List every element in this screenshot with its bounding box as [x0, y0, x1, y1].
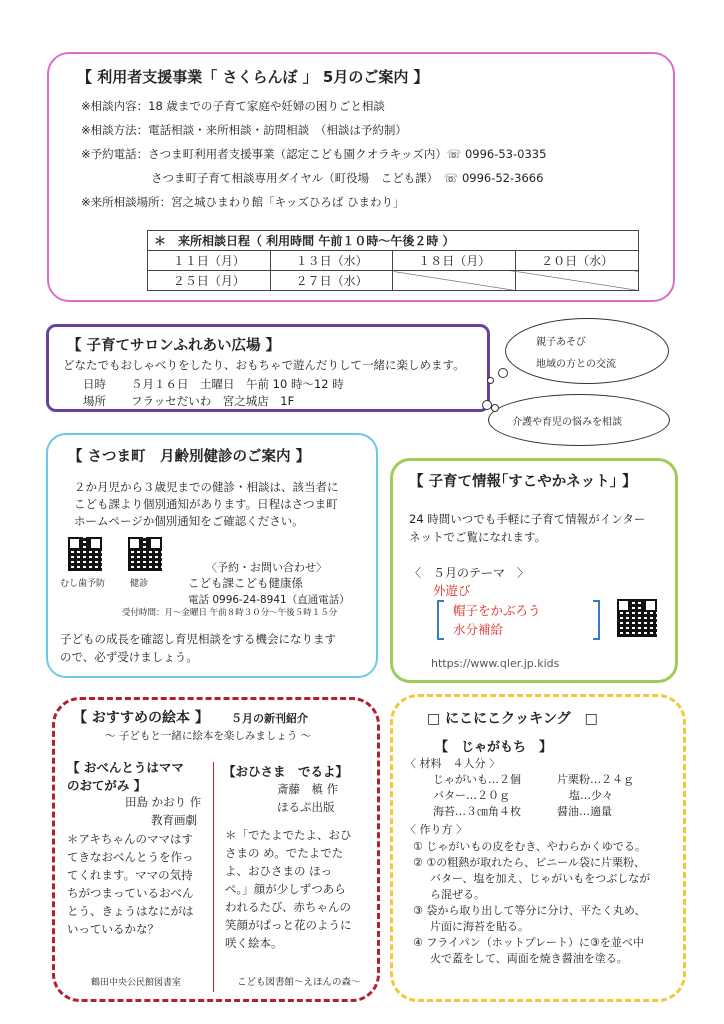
material: 塩…少々 [569, 789, 613, 802]
divider [213, 762, 214, 992]
checkup-text: ２か月児から３歳児までの健診・相談は、該当者に [74, 480, 339, 494]
book1-publisher: 教育画劇 [151, 813, 197, 827]
book2-desc: われるたび、赤ちゃんの [225, 900, 352, 914]
book1-author: 田島 かおり 作 [125, 795, 202, 809]
salon-date-label: 日時 [83, 377, 106, 391]
step: ら混ぜる。 [430, 888, 485, 901]
step: ④ フライパン（ホットプレート）に③を並べ中 [413, 936, 644, 949]
cloud-text: 地域の方との交流 [536, 359, 616, 370]
step: ② ①の粗熱が取れたら、ビニール袋に片栗粉、 [413, 856, 645, 869]
book1-desc: とう、きょうはなにがは [67, 904, 194, 918]
schedule-date: ２７日（水） [270, 271, 393, 291]
step: ③ 袋から取り出して等分に分け、平たく丸め、 [413, 904, 646, 917]
support-place: ※来所相談場所：宮之城ひまわり館「キッズひろば ひまわり」 [81, 195, 405, 209]
schedule-empty [393, 271, 516, 291]
step: ① じゃがいもの皮をむき、やわらかくゆでる。 [413, 840, 646, 853]
book2-desc: よ、おひさまの ほっ [225, 864, 333, 878]
checkup-text: ので、必ず受けましょう。 [60, 650, 198, 664]
book1-title: のおてがみ 】 [67, 778, 147, 793]
book2-source: こども図書館～えほんの森～ [237, 977, 361, 988]
steps-head: 〈 作り方 〉 [405, 823, 467, 836]
theme-item: 水分補給 [453, 622, 504, 637]
support-content: ※相談内容：18 歳までの子育て家庭や妊婦の困りごと相談 [81, 99, 385, 113]
materials-head: 〈 材料 ４人分 〉 [405, 757, 500, 770]
book2-desc: ＊「でたよでたよ、おひ [225, 828, 352, 842]
contact-phone: 電話 0996-24-8941（直通電話） [188, 594, 350, 606]
cloud-text: 介護や育児の悩みを相談 [512, 417, 622, 428]
info-url[interactable]: https://www.qler.jp.kids [431, 657, 560, 670]
book1-desc: てくれます。ママの気持 [67, 868, 193, 882]
book2-desc: 咲く絵本。 [225, 936, 283, 950]
info-text: ネットでご覧になれます。 [409, 530, 547, 544]
thought-bubble [491, 404, 499, 412]
info-text: 24 時間いつでも手軽に子育て情報がインター [409, 512, 646, 526]
cloud-text: 親子あそび [536, 337, 586, 348]
bracket-right [593, 600, 600, 640]
checkup-section [46, 433, 378, 678]
books-section [52, 697, 380, 1002]
bracket-left [437, 600, 444, 640]
book2-title: 【おひさま でるよ】 [223, 764, 349, 779]
book2-desc: ぺ。」顔が少しずつあら [225, 882, 346, 896]
support-reserve2: さつま町子育て相談専用ダイヤル（町役場 こども課） ☏ 0996-52-3666 [151, 171, 544, 185]
book1-desc: ＊アキちゃんのママはす [67, 832, 194, 846]
step: 片面に海苔を貼る。 [430, 920, 529, 933]
checkup-text: ホームページか個別通知をご確認ください。 [74, 514, 304, 528]
material: 片栗粉…２４ｇ [557, 773, 634, 786]
book2-desc: 笑顔がぱっと花のように [225, 918, 352, 932]
material: 海苔…３㎝角４枚 [433, 805, 521, 818]
material: バター…２０ｇ [433, 789, 510, 802]
schedule-date: ２０日（水） [516, 251, 639, 271]
checkup-text: 子どもの成長を確認し育児相談をする機会になります [60, 632, 336, 646]
checkup-title: 【 さつま町 月齢別健診のご案内 】 [68, 449, 311, 465]
book1-title: 【 おべんとうはママ [67, 760, 184, 775]
contact-head: 〈予約・お問い合わせ〉 [206, 561, 327, 574]
qr-code[interactable] [128, 537, 162, 571]
contact-org: こども課こども健康係 [188, 576, 303, 590]
schedule-date: １１日（月） [148, 251, 271, 271]
book1-desc: いっているかな？ [67, 922, 159, 936]
step: バター、塩を加え、じゃがいもをつぶしなが [430, 872, 651, 885]
material: じゃがいも…２個 [433, 773, 521, 786]
step: 火で蓋をして、両面を焼き醤油を塗る。 [430, 952, 628, 965]
salon-section [46, 324, 490, 412]
qr-label: 健診 [130, 579, 149, 589]
book1-desc: ちがつまっているおべん [67, 886, 194, 900]
schedule-table [147, 230, 639, 291]
info-section [390, 458, 678, 683]
info-title: 【 子育て情報｢すこやかネット｣ 】 [409, 474, 637, 490]
schedule-header: ＊ 来所相談日程（ 利用時間 午前１０時～午後２時 ） [148, 231, 639, 251]
book2-publisher: ほるぷ出版 [277, 800, 335, 814]
contact-hours: 受付時間：月～金曜日 午前８時３０分～午後５時１５分 [122, 608, 338, 618]
books-title: 【 おすすめの絵本 】 [73, 710, 209, 726]
theme-head: 〈 ５月のテーマ 〉 [409, 566, 530, 580]
qr-code[interactable] [617, 599, 657, 637]
qr-code[interactable] [68, 537, 102, 571]
salon-place-value: フラッセだいわ 宮之城店 1F [131, 394, 295, 408]
book2-author: 斎藤 槙 作 [277, 782, 339, 796]
book2-desc: さまの め。でたよでた [225, 846, 344, 860]
books-tagline: ～ 子どもと一緒に絵本を楽しみましょう ～ [105, 730, 312, 742]
schedule-empty [516, 271, 639, 291]
salon-desc: どなたでもおしゃべりをしたり、おもちゃで遊んだりして一緒に楽しめます。 [63, 358, 465, 372]
cooking-title: □ にこにこクッキング □ [427, 711, 598, 727]
theme-item: 帽子をかぶろう [453, 603, 541, 618]
salon-date-value: ５月１６日 土曜日 午前 10 時～12 時 [131, 377, 344, 391]
schedule-date: ２５日（月） [148, 271, 271, 291]
thought-bubble [487, 377, 494, 384]
support-title: 【 利用者支援事業「 さくらんぼ 」 5月のご案内 】 [77, 68, 429, 86]
book1-desc: てきなおべんとうを作っ [67, 850, 194, 864]
salon-title: 【 子育てサロンふれあい広場 】 [67, 338, 281, 354]
qr-label: むし歯予防 [60, 579, 106, 589]
schedule-date: １８日（月） [393, 251, 516, 271]
salon-place-label: 場所 [83, 394, 106, 408]
books-subtitle: ５月の新刊紹介 [231, 712, 308, 725]
dish-name: 【 じゃがもち 】 [435, 740, 553, 755]
support-reserve1: ※予約電話：さつま町利用者支援事業（認定こども園クオラキッズ内）☏ 0996-53-0335 [81, 147, 547, 161]
support-section [47, 52, 675, 302]
material: 醤油…適量 [557, 805, 612, 818]
cooking-section [390, 694, 686, 1002]
schedule-date: １３日（水） [270, 251, 393, 271]
thought-cloud [505, 318, 669, 384]
thought-bubble [498, 368, 508, 378]
support-method: ※相談方法：電話相談・来所相談・訪問相談 （相談は予約制） [81, 123, 407, 137]
book1-source: 鶴田中央公民館図書室 [91, 978, 182, 988]
theme-item: 外遊び [433, 583, 471, 598]
checkup-text: こども課より個別通知があります。日程はさつま町 [74, 497, 338, 511]
